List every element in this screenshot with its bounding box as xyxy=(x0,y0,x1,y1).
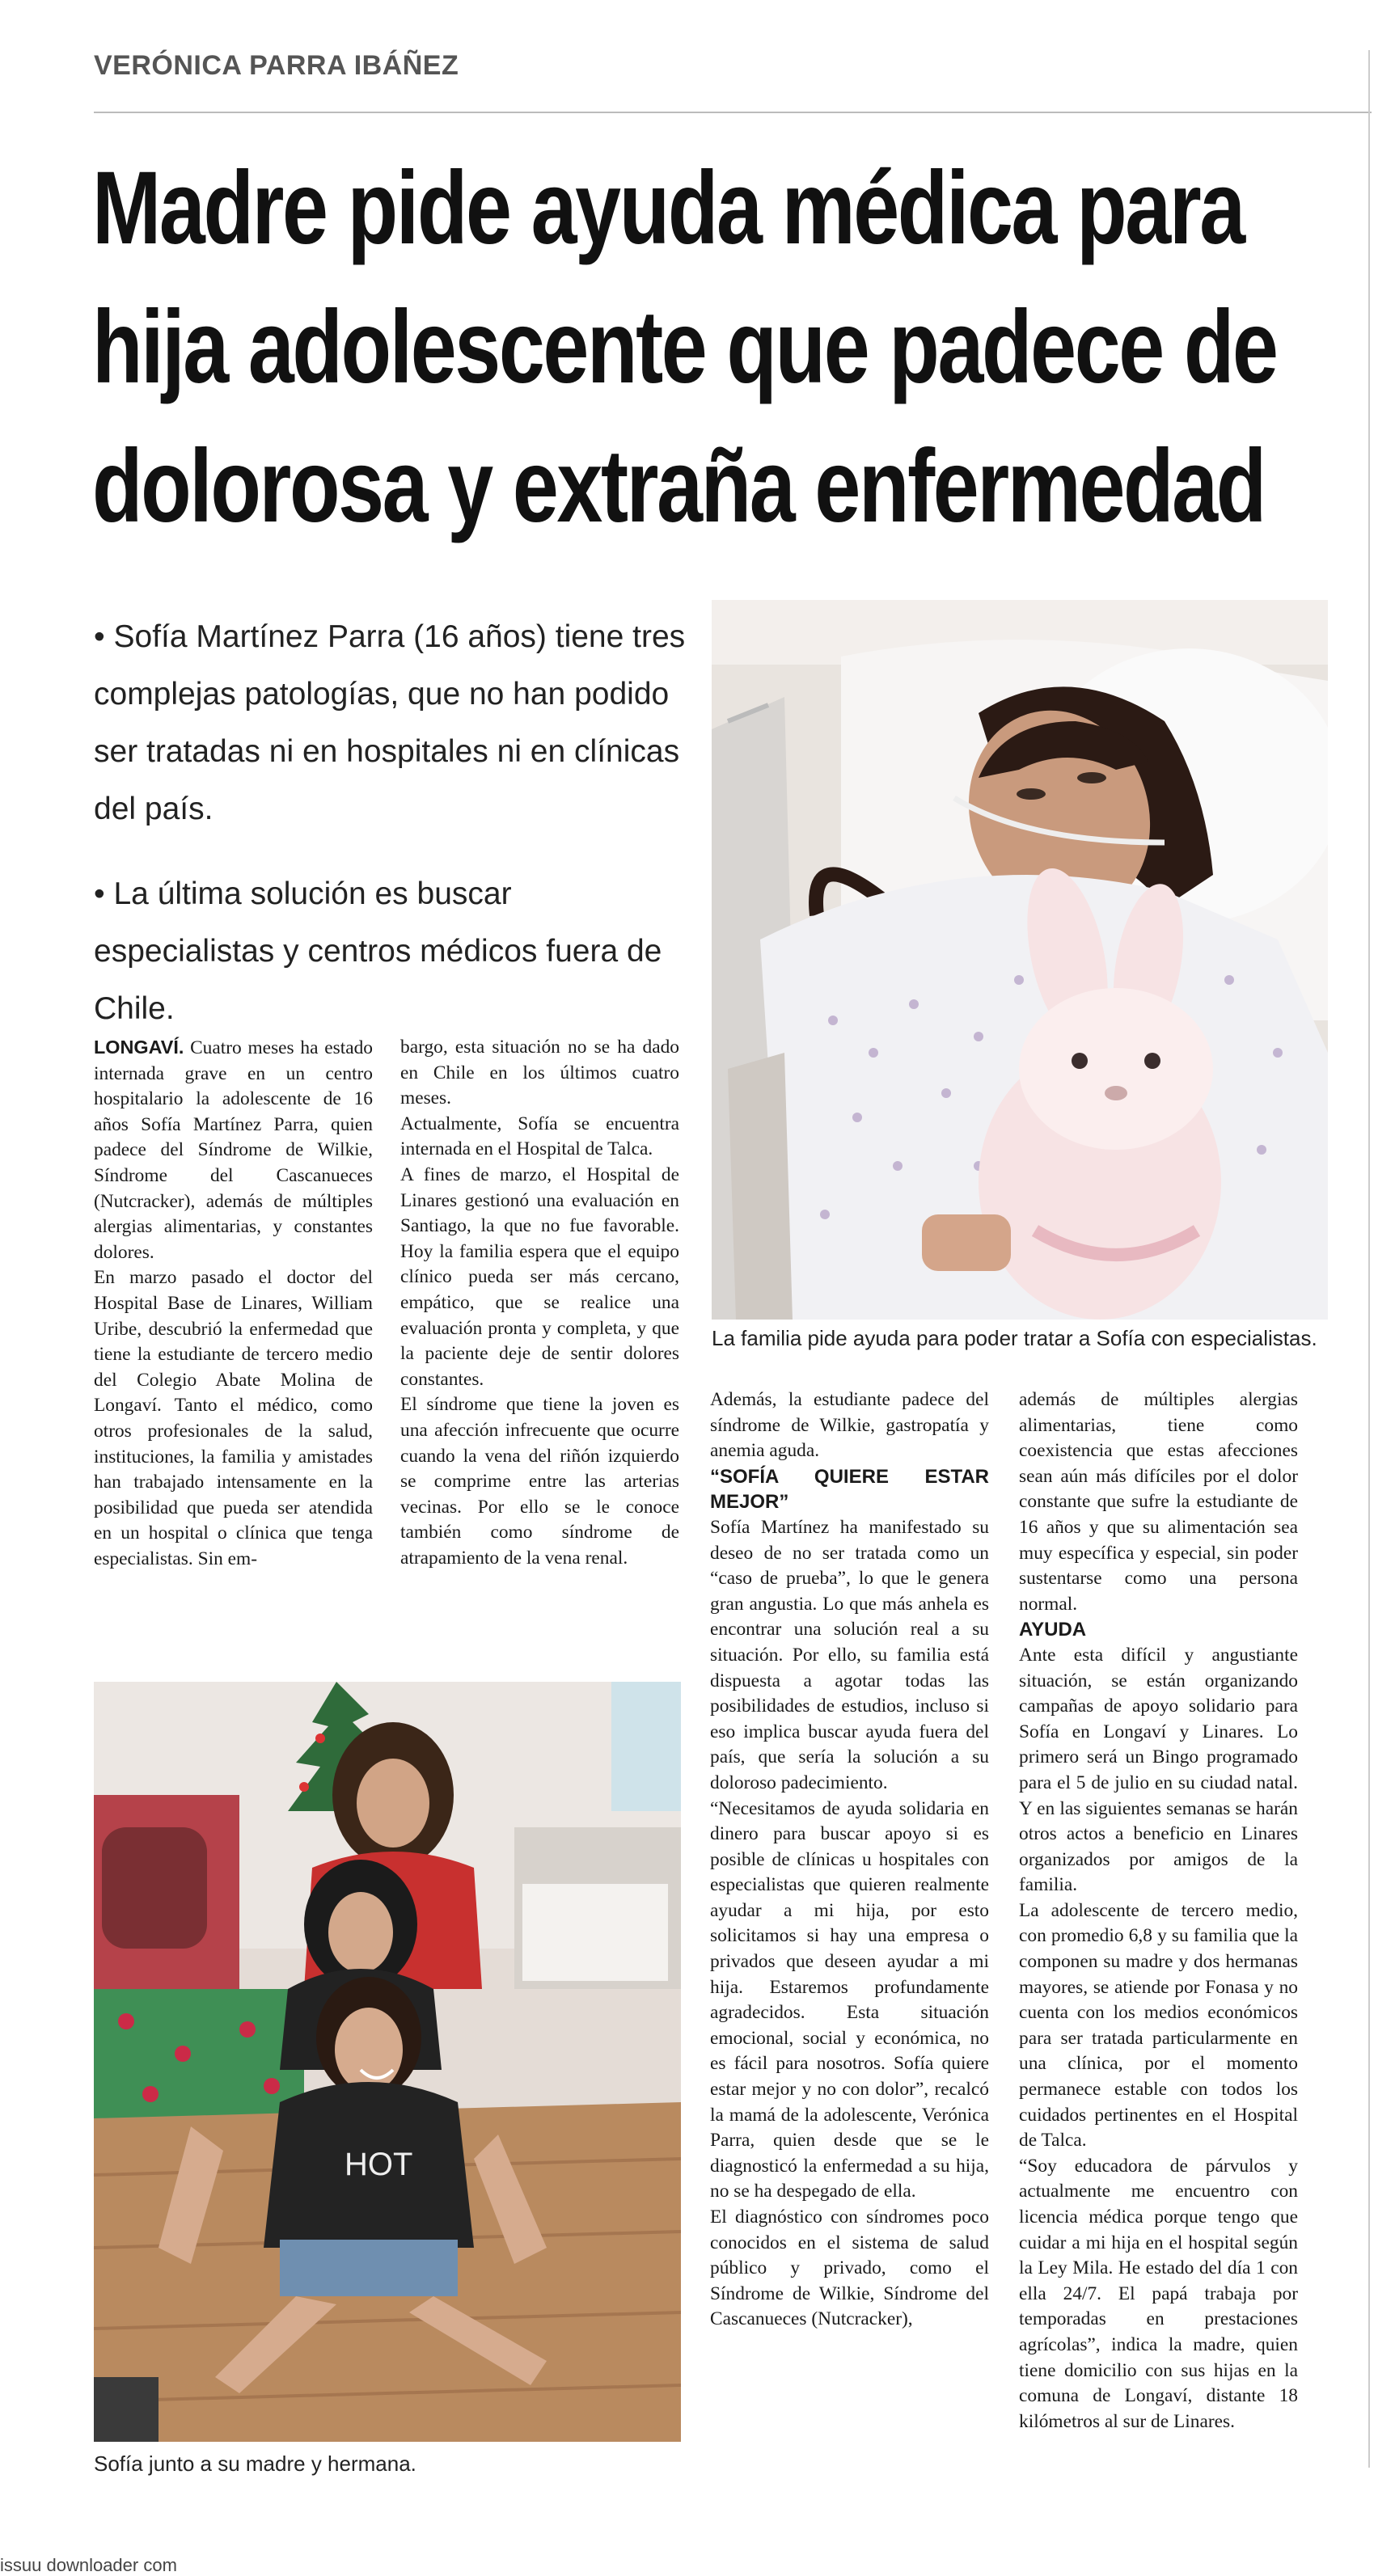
paragraph: La adolescente de tercero medio, con promedio 6,8 y su familia que la componen su madre y dos hermanas mayores, se atiende por Fonasa y no cuenta con los medios económicos para ser tratada particularmente en una clínica, por el momento permanece estable con todos los cuidados pertinentes en el Hospital de Talca. xyxy=(1019,1899,1298,2152)
summary-point-1: • Sofía Martínez Parra (16 años) tiene tres complejas patologías, que no han podido ser tratadas ni en hospitales ni en clínicas del país. xyxy=(94,619,686,826)
family-photo-illustration xyxy=(94,1682,681,2442)
article-column-4 xyxy=(1019,1387,1298,2435)
paragraph: Ante esta difícil y angustiante situación, se están organizando campañas de apoyo solidario para Sofía en Longaví y Linares. Lo primero será un Bingo programado para el 5 de julio en su ciudad natal. Y en las siguientes semanas se harán otros actos a beneficio en Linares organizados por amigos de la familia. xyxy=(1019,1644,1298,1896)
headline-line: dolorosa y extraña enfermedad xyxy=(92,429,1265,544)
paragraph: El síndrome que tiene la joven es una afección infrecuente que ocurre cuando la vena del riñón izquierdo se comprime entre las arterias vecinas. Por ello se le conoce también como síndrome de atrapamiento de la vena renal. xyxy=(400,1394,679,1569)
paragraph: Sofía Martínez ha manifestado su deseo de no ser tratada como un “caso de prueba”, lo que le genera gran angustia. Lo que más anhela es encontrar una solución real a su situación. Por ello, su familia está dispuesta a agotar todas las posibilidades de estudios, incluso si eso implica buscar ayuda fuera del país, que sería la solución a su doloroso padecimiento. xyxy=(710,1516,989,1793)
paragraph: además de múltiples alergias alimentarias, tiene como coexistencia que estas afecciones sean aún más difíciles por el dolor constante que sufre la estudiante de 16 años y que su alimentación sea muy específica y especial, sin poder sustentarse como una persona normal. xyxy=(1019,1389,1298,1615)
article-column-1 xyxy=(94,1035,373,1572)
hospital-photo-illustration xyxy=(712,600,1328,1320)
dateline: LONGAVÍ. xyxy=(94,1037,184,1058)
byline: VERÓNICA PARRA IBÁÑEZ xyxy=(94,50,459,81)
shirt-print: HOT xyxy=(345,2147,413,2182)
top-divider xyxy=(94,112,1372,113)
photo-bottom-caption: Sofía junto a su madre y hermana. xyxy=(94,2451,416,2476)
headline xyxy=(92,139,1370,556)
subheading: “SOFÍA QUIERE ESTAR MEJOR” xyxy=(710,1465,989,1514)
summary-point-2: • La última solución es buscar especialistas y centros médicos fuera de Chile. xyxy=(94,876,662,1026)
paragraph: “Soy educadora de párvulos y actualmente me encuentro con licencia médica porque tengo que cuidar a mi hija en el hospital según la Ley Mila. He estado del día 1 con ella 24/7. El papá trabaja por temporadas en prestaciones agrícolas”, indica la madre, quien tiene domicilio con sus hijas en la comuna de Longaví, distante 18 kilómetros al sur de Linares. xyxy=(1019,2155,1298,2432)
footer-watermark: issuu downloader com xyxy=(0,2555,177,2575)
paragraph: El diagnóstico con síndromes poco conocidos en el sistema de salud público y privado, como el Síndrome de Wilkie, Síndrome del Cascanueces (Nutcracker), xyxy=(710,2206,989,2330)
article-column-2 xyxy=(400,1035,679,1571)
paragraph: bargo, esta situación no se ha dado en Chile en los últimos cuatro meses. xyxy=(400,1037,679,1109)
subheading: AYUDA xyxy=(1019,1619,1087,1641)
paragraph: A fines de marzo, el Hospital de Linares gestionó una evaluación en Santiago, la que no fue favorable. Hoy la familia espera que el equipo clínico pueda ser más cercano, empático, que se realice una evaluación pronta y completa, y que la paciente deje de sentir dolores constantes. xyxy=(400,1163,679,1390)
paragraph: Cuatro meses ha estado internada grave en un centro hospitalario la adolescente de 16 años Sofía Martínez Parra, quien padece del Síndrome de Wilkie, Síndrome del Cascanueces (Nutcracker), además de múltiples alergias alimentarias, y constantes dolores. xyxy=(94,1037,373,1263)
photo-top-caption: La familia pide ayuda para poder tratar a Sofía con especialistas. xyxy=(712,1326,1317,1350)
paragraph: Además, la estudiante padece del síndrome de Wilkie, gastropatía y anemia aguda. xyxy=(710,1389,989,1462)
hospital-photo xyxy=(712,600,1328,1320)
headline-line: hija adolescente que padece de xyxy=(92,289,1277,405)
article-column-3 xyxy=(710,1387,989,2333)
headline-line: Madre pide ayuda médica para xyxy=(92,150,1244,266)
paragraph: Actualmente, Sofía se encuentra internada en el Hospital de Talca. xyxy=(400,1113,679,1160)
paragraph: En marzo pasado el doctor del Hospital Base de Linares, William Uribe, descubrió la enfermedad que tiene la estudiante de tercero medio del Colegio Abate Molina de Longaví. Tanto el médico, como otros profesionales de la salud, instituciones, la familia y amistades han trabajado intensamente en la posibilidad que pueda ser atendida en un hospital o clínica que tenga especialistas. Sin em- xyxy=(94,1267,373,1569)
family-photo xyxy=(94,1682,681,2442)
paragraph: “Necesitamos de ayuda solidaria en dinero para buscar apoyo si es posible de clínicas u hospitales con especialistas que quieren realmente ayudar a mi hija, por esto solicitamos si hay una empresa o privados que deseen ayudar a mi hija. Estaremos profundamente agradecidos. Esta situación emocional, social y económica, no es fácil para nosotros. Sofía quiere estar mejor y no con dolor”, recalcó la mamá de la adolescente, Verónica Parra, quien desde que se le diagnosticó la enfermedad a su hija, no se ha despegado de ella. xyxy=(710,1797,989,2202)
